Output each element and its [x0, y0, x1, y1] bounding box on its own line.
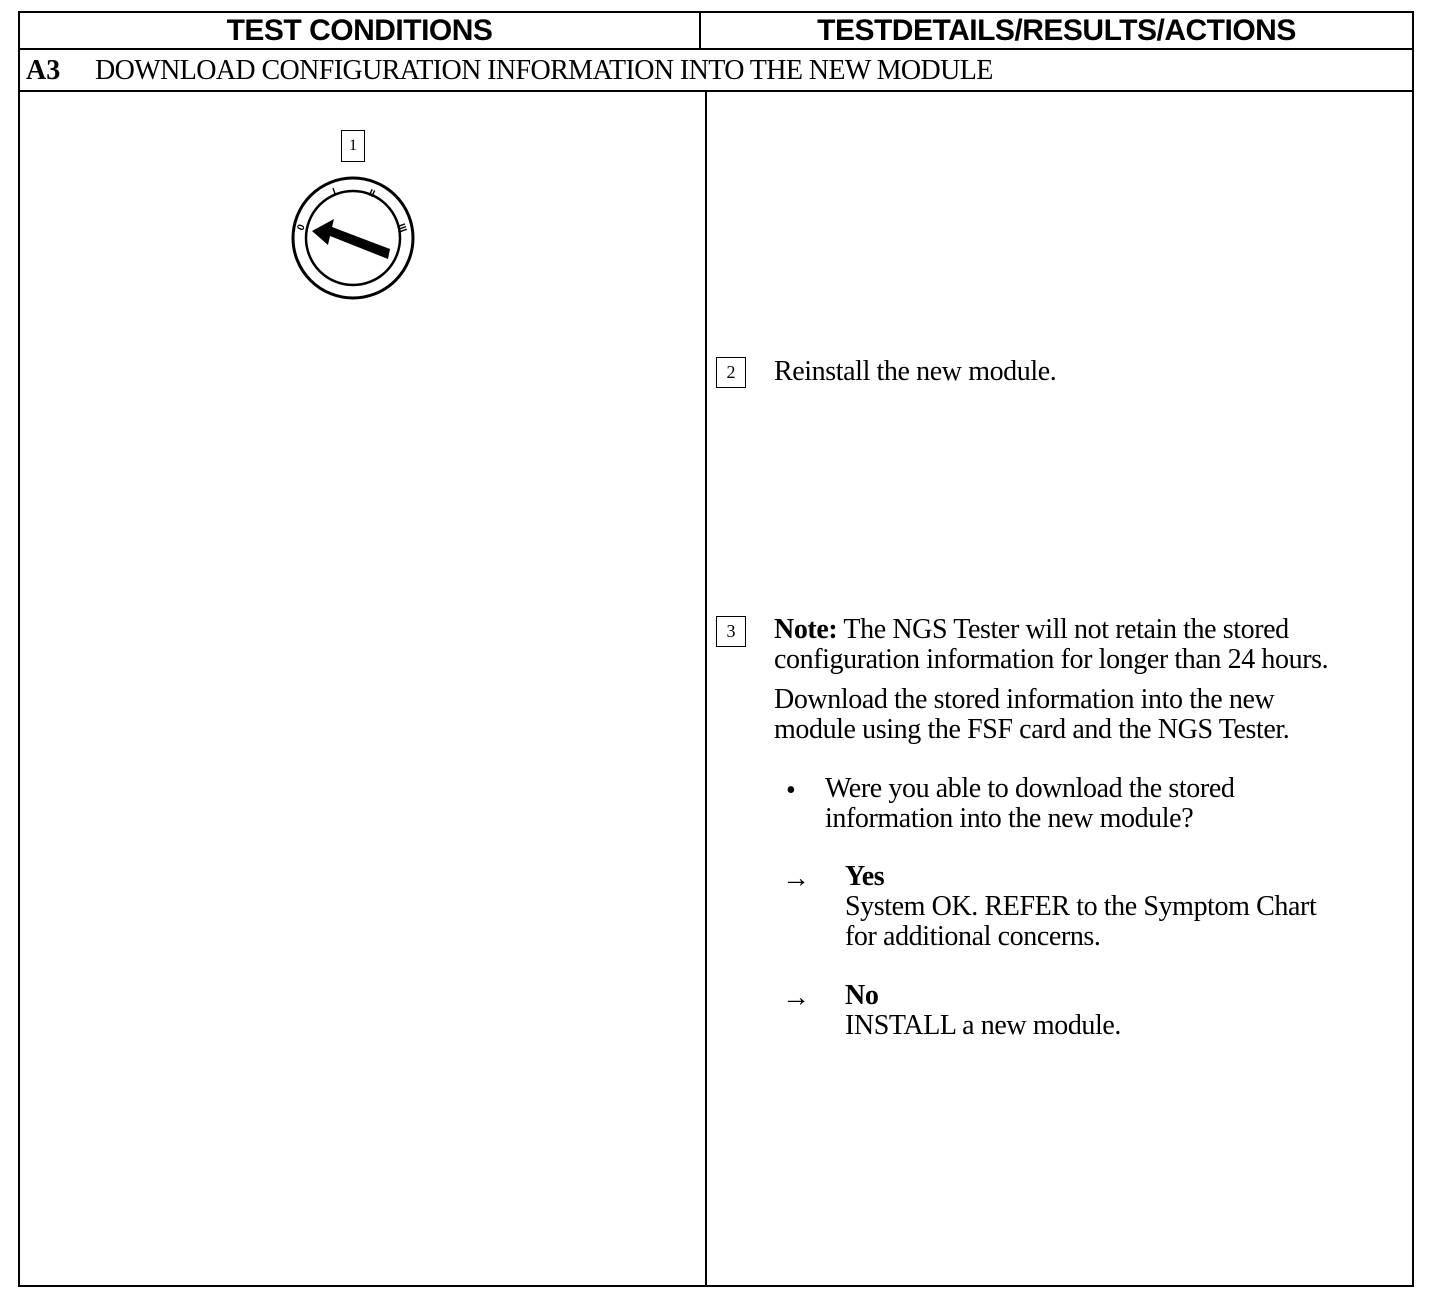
no-arrow-icon: → [782, 982, 810, 1013]
ignition-position-2: II [366, 187, 377, 201]
yes-label: Yes [845, 861, 885, 892]
step3-question [825, 774, 1234, 834]
step3-download-instruction [774, 685, 1289, 745]
step3-note [774, 615, 1328, 675]
no-label: No [845, 980, 879, 1011]
column-divider [705, 92, 707, 1287]
question-line-2: information into the new module? [825, 803, 1194, 834]
note-label: Note: [774, 614, 838, 645]
yes-line-2: for additional concerns. [845, 921, 1101, 952]
step2-text: Reinstall the new module. [774, 356, 1057, 387]
table-header [20, 13, 1412, 50]
procedure-table [18, 11, 1414, 1287]
note-line-1: The NGS Tester will not retain the stored [843, 614, 1289, 645]
question-line-1: Were you able to download the stored [825, 773, 1235, 804]
step3-number: 3 [716, 616, 746, 647]
no-line-1: INSTALL a new module. [845, 1010, 1122, 1041]
ignition-position-1: I [331, 186, 338, 198]
no-action [845, 1011, 1121, 1041]
header-test-details: TESTDETAILS/RESULTS/ACTIONS [817, 13, 1296, 47]
yes-line-1: System OK. REFER to the Symptom Chart [845, 891, 1317, 922]
yes-arrow-icon: → [782, 863, 810, 894]
figure-step-number: 1 [341, 130, 365, 162]
step-title-row [20, 50, 1412, 92]
step2-number: 2 [716, 357, 746, 388]
bullet-icon: • [786, 775, 796, 806]
yes-action [845, 892, 1316, 952]
note-line-2: configuration information for longer than 24 hours. [774, 644, 1329, 675]
ignition-position-0: 0 [295, 223, 308, 233]
download-line-2: module using the FSF card and the NGS Tester. [774, 714, 1290, 745]
ignition-position-3: III [395, 222, 409, 234]
step-id: A3 [26, 55, 61, 86]
step-title: DOWNLOAD CONFIGURATION INFORMATION INTO THE NEW MODULE [95, 55, 993, 86]
download-line-1: Download the stored information into the new [774, 684, 1275, 715]
ignition-switch-icon [288, 173, 418, 303]
header-test-conditions: TEST CONDITIONS [20, 13, 701, 48]
